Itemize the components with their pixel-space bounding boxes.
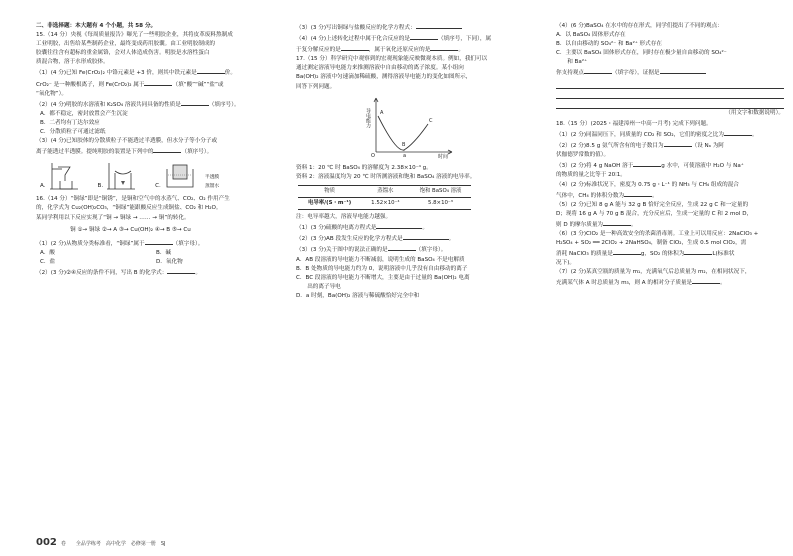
q17-4-tail: （用文字和数据说明）。 <box>725 109 784 116</box>
time-a-label: a <box>403 152 407 159</box>
column-right <box>556 22 792 289</box>
q18-3-cont: 的物质的量之比等于 20∶1。 <box>556 172 626 179</box>
q17-3-option-c: C．BC 段溶液的导电能力不断增大，主要是由于过量的 Ba(OH)₂ 电离 <box>296 274 470 281</box>
q18-5-line-3: 则 D 的摩尔质量为 。 <box>556 219 792 230</box>
table-header: 蒸馏水 <box>361 185 409 197</box>
answer-blank[interactable] <box>181 99 209 106</box>
answer-line[interactable] <box>556 89 784 99</box>
column-middle <box>296 22 532 301</box>
table-cell: 电导率/(S・m⁻¹) <box>298 198 361 210</box>
conductivity-graph <box>366 94 456 158</box>
q18-4-line-1: （4）(2 分)标准状况下，密度为 0.75 g・L⁻¹ 的 NH₃ 与 CH₄ 组成的混合 <box>556 181 739 188</box>
q16-4-line-1: （4）(4 分)上述转化过程中属于化合反应的是 （填序号，下同），属 <box>296 33 532 44</box>
answer-blank[interactable] <box>584 67 612 74</box>
q15-line-3: 胶囊往往含有超标的重金属铬，会对人体造成伤害。明胶是水溶性蛋白 <box>36 50 210 57</box>
answer-blank[interactable] <box>633 160 661 167</box>
table-cell: 1.52×10⁻⁴ <box>361 198 409 210</box>
q18-4-line-2: 气体中，CH₄ 的体积分数为 。 <box>556 190 792 201</box>
q16-1-options-row-2: C．盐 D．氧化物 <box>40 258 183 265</box>
answer-blank[interactable] <box>613 248 641 255</box>
table-cell: 5.8×10⁻³ <box>410 198 472 210</box>
page-footer <box>36 537 166 548</box>
q16-4-line-2: 于复分解反应的是 ，属于氧化还原反应的是 。 <box>296 44 532 55</box>
figure-b: B. <box>98 161 142 191</box>
answer-blank[interactable] <box>197 67 225 74</box>
q18-6-line-2: H₂SO₄ + SO₂ ══ 2ClO₂ + 2NaHSO₄，制备 ClO₂，生成 0.5 mol ClO₂，需 <box>556 240 747 247</box>
water-label: 蒸馏水 <box>204 184 220 190</box>
q16-3: （3）(3 分)写出铜绿与盐酸反应的化学方程式： <box>296 22 532 33</box>
note: 注：电导率越大，溶液导电能力越强。 <box>296 214 392 221</box>
q16-2: （2）(3 分)②④反应的条件不同，写出 B 的化学式： 。 <box>36 267 272 278</box>
q17-3-option-a: A．AB 段溶液的导电能力不断减弱，说明生成的 BaSO₄ 不是电解质 <box>296 256 465 263</box>
q15-3-line-1: （3）(4 分)已知胶体的分散质粒子不能透过半透膜，但水分子等小分子或 <box>36 138 218 145</box>
answer-blank[interactable] <box>153 146 181 153</box>
info-1: 资料 1：20 ℃ 时 BaSO₄ 的溶解度为 2.38×10⁻⁴ g。 <box>296 164 432 171</box>
q18-3: （3）(2 分)将 4 g NaOH 溶于 g 水中，可使溶液中 H₂O 与 Na⁺ <box>556 160 792 171</box>
reaction-scheme: 铜 ①→ 铜绿 ②→ A ③→ Cu(OH)₂ ④→ B ⑤→ Cu <box>70 226 191 233</box>
q17-3-option-c-cont: 出的离子导电 <box>296 283 341 290</box>
q18-2: （2）(2 分)8.5 g 氨气所含有的电子数目为 （设 Nₐ 为阿 <box>556 140 792 151</box>
q17-2: （2）(3 分)AB 段发生反应的化学方程式是 。 <box>296 233 532 244</box>
point-b-label: B <box>402 141 406 148</box>
answer-blank[interactable] <box>144 79 172 86</box>
graph-x-label: 时间 <box>438 153 449 160</box>
answer-blank[interactable] <box>376 222 422 229</box>
q18-5-line-2: D；现将 16 g A 与 70 g B 混合，充分反应后，生成一定量的 C 和 2 mol D， <box>556 210 753 217</box>
q18-6-line-1: （6）(3 分)ClO₂ 是一种高效安全的杀菌消毒剂。工业上可以用反应：2NaClO₃ + <box>556 230 759 237</box>
answer-blank[interactable] <box>167 267 195 274</box>
q15-line-1: 15.（14 分）央视《每周质量报告》曝光了一些明胶企业，其将皮革废料熬制成 <box>36 32 233 39</box>
answer-blank[interactable] <box>624 190 652 197</box>
q18-6-line-3: 消耗 NaClO₃ 的质量是 g，SO₂ 的体积为 L(标准状 <box>556 248 792 259</box>
answer-blank[interactable] <box>403 233 449 240</box>
point-a-label: A <box>380 109 384 116</box>
q15-2-option-c: C．分散质粒子可通过滤纸 <box>40 129 106 136</box>
q17-line-3: Ba(OH)₂ 溶液中匀速滴加稀硫酸，测得溶液导电能力的变化如图所示， <box>296 74 472 81</box>
q17-line-1: 17.（15 分）科学研究中观察到的宏观现象能反映微观本质。例如，我们可以 <box>296 56 488 63</box>
q17-4-option-b: B．以自由移动的 SO₄²⁻ 和 Ba²⁺ 形式存在 <box>556 41 662 48</box>
answer-line[interactable] <box>556 99 784 109</box>
answer-blank[interactable] <box>410 33 438 40</box>
q15-line-2: 工业明胶，出售给某些制药企业，最终变成药用胶囊。由工业明胶制成的 <box>36 41 216 48</box>
table-header-row <box>298 185 471 197</box>
q18-7-line-2: 充满某气体 A 时总质量为 m₃，则 A 的相对分子质量是 。 <box>556 277 792 288</box>
q18-2-cont: 伏伽德罗常数的值）。 <box>556 152 610 159</box>
answer-blank[interactable] <box>660 67 706 74</box>
point-c-label: C <box>429 117 433 124</box>
q15-3-line-2: 离子能透过半透膜。提纯明胶的装置是下列中的 （填序号）。 <box>36 146 272 157</box>
info-2: 资料 2：溶液温度均为 20 ℃ 时所测溶液和饱和 BaSO₄ 溶液的电导率。 <box>296 173 476 180</box>
answer-line[interactable] <box>556 79 784 89</box>
answer-blank[interactable] <box>664 140 692 147</box>
q15-2-option-b: B．二者均有丁达尔效应 <box>40 119 100 126</box>
answer-blank[interactable] <box>430 44 458 51</box>
table-row <box>298 198 471 210</box>
q17-4-ask: 你支持观点 （填字母），证据是 <box>556 67 792 78</box>
page-number: 002 <box>36 537 57 548</box>
figure-a: A. <box>40 161 84 191</box>
figure-c: C. 半透膜 蒸馏水 <box>155 161 219 191</box>
answer-blank[interactable] <box>724 129 752 136</box>
section-heading: 二、非选择题：本大题有 4 个小题，共 58 分。 <box>36 23 157 29</box>
q18-1: （1）(2 分)同温同压下，同质量的 CO₂ 和 SO₂，它们的密度之比为 。 <box>556 129 792 140</box>
answer-blank[interactable] <box>145 238 173 245</box>
q15-1-line-3: “氧化物”）。 <box>36 90 67 97</box>
q18-7-line-1: （7）(2 分)某真空瓶的质量为 m₁，充满氧气后总质量为 m₂，在相同状况下， <box>556 269 751 276</box>
graph-y-label: 导电能力 <box>365 107 371 128</box>
answer-blank[interactable] <box>684 248 712 255</box>
membrane-label: 半透膜 <box>204 175 220 181</box>
q15-2: （2）(4 分)明胶的水溶液和 K₂SO₄ 溶液共同具备的性质是 （填序号）。 <box>36 99 272 110</box>
q17-3: （3）(3 分)关于图中的说法正确的是 （填字母）。 <box>296 244 532 255</box>
table-header: 物质 <box>298 185 361 197</box>
q15-1-line-1: （1）(4 分)已知 Fe(CrO₂)₂ 中铬元素是 +3 价，则其中铁元素是 价。 <box>36 67 272 78</box>
table-header: 饱和 BaSO₄ 溶液 <box>410 185 472 197</box>
q16-line-3: 某同学利用以下反应实现了“铜 → 铜绿 → …… → 铜”的转化。 <box>36 214 190 221</box>
q18-heading: 18.（15 分）(2025・福建漳州一中高一月考) 完成下列问题。 <box>556 120 712 127</box>
footer-text: 卷 全品学练考 高中化学 必修第一册 SJ <box>60 541 166 547</box>
q17-3-option-d: D．a 时刻，Ba(OH)₂ 溶液与稀硫酸恰好完全中和 <box>296 292 420 299</box>
q15-2-option-a: A．都不稳定，密封放置会产生沉淀 <box>40 110 128 117</box>
column-left <box>36 22 272 278</box>
q17-4-option-c: C．主要以 BaSO₄ 固体形式存在，同时存在极少量自由移动的 SO₄²⁻ <box>556 50 727 57</box>
q16-1-options-row-1: A．酸 B．碱 <box>40 249 172 256</box>
q16-line-1: 16.（14 分）“铜绿”即是“铜锈”，是铜和空气中的水蒸气、CO₂、O₂ 作用产生 <box>36 196 230 203</box>
origin-label: O <box>371 152 375 159</box>
conductivity-table <box>298 185 471 210</box>
q15-line-4: 质混合物，溶于水形成胶体。 <box>36 59 109 66</box>
q18-6-line-4: 况下)。 <box>556 260 575 267</box>
answer-blank[interactable] <box>388 244 416 251</box>
q17-line-4: 回答下列问题。 <box>296 83 336 90</box>
answer-blank[interactable] <box>416 22 462 29</box>
q17-4-option-c-cont: 和 Ba²⁺ <box>556 59 588 66</box>
filtration-apparatus-icon <box>48 161 84 191</box>
q17-4-option-a: A．以 BaSO₄ 固体形式存在 <box>556 32 626 39</box>
dialysis-apparatus-icon <box>163 161 203 191</box>
q18-5-line-1: （5）(2 分)已知 8 g A 能与 32 g B 恰好完全反应，生成 22 g C 和一定量的 <box>556 201 749 208</box>
answer-blank[interactable] <box>692 277 720 284</box>
q17-4: （4）(6 分)BaSO₄ 在水中的存在形式，同学们提出了不同的观点： <box>556 23 723 29</box>
q17-line-2: 通过测定溶液导电能力来推测溶液中自由移动的离子浓度。某小组向 <box>296 65 464 72</box>
apparatus-figures <box>40 161 272 191</box>
answer-blank[interactable] <box>603 219 631 226</box>
q16-1: （1）(2 分)从物质分类标准看，“铜绿”属于 （填字母）。 <box>36 238 272 249</box>
q17-1: （1）(3 分)硫酸的电离方程式是 。 <box>296 222 532 233</box>
q15-1-line-2: CrO₂⁻ 是一种酸根离子，则 Fe(CrO₂)₂ 属于 （填“酸”“碱”“盐”或 <box>36 79 272 90</box>
evaporation-apparatus-icon <box>105 161 141 191</box>
q17-3-option-b: B．B 处物质的导电能力约为 0，说明溶液中几乎没有自由移动的离子 <box>296 265 468 272</box>
answer-blank[interactable] <box>341 44 369 51</box>
q16-line-2: 的，化学式为 Cu₂(OH)₂CO₃，“铜绿”能跟酸反应生成铜盐、CO₂ 和 H₂O。 <box>36 205 222 212</box>
